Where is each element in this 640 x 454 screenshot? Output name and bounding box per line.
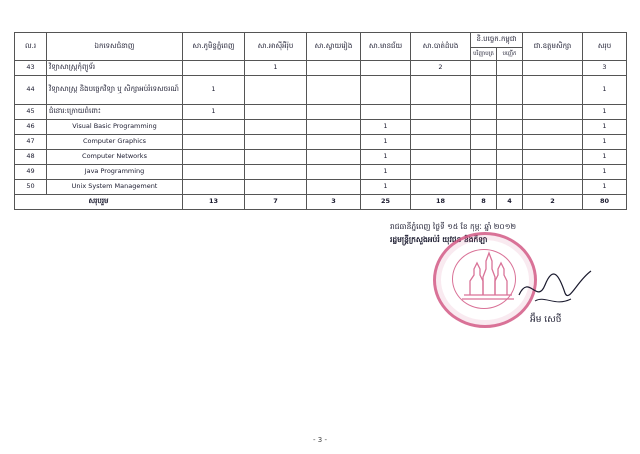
header-row: [15, 33, 627, 48]
row-total: 1: [583, 150, 627, 165]
count-cell: [307, 150, 361, 165]
program-table: [14, 32, 627, 210]
program-name: វិទ្យាសាស្ត្រកុំព្យូទ័រ: [47, 61, 183, 76]
count-cell: [361, 61, 411, 76]
row-total: 1: [583, 120, 627, 135]
row-number: 46: [15, 120, 47, 135]
count-cell: [523, 150, 583, 165]
count-cell: [307, 165, 361, 180]
row-number: 45: [15, 105, 47, 120]
count-cell: [497, 105, 523, 120]
row-number: 50: [15, 180, 47, 195]
count-cell: [523, 76, 583, 105]
count-cell: 1: [183, 76, 245, 105]
page-number: - 3 -: [313, 436, 327, 444]
signature-mark: [515, 265, 595, 315]
count-cell: 1: [245, 61, 307, 76]
count-cell: [245, 76, 307, 105]
row-number: 47: [15, 135, 47, 150]
row-number: 48: [15, 150, 47, 165]
count-cell: [411, 76, 471, 105]
totals-label: សរុបរួម: [15, 195, 183, 210]
count-cell: [411, 150, 471, 165]
table-row: [15, 165, 627, 180]
row-total: 1: [583, 76, 627, 105]
count-cell: [471, 165, 497, 180]
count-cell: 1: [361, 180, 411, 195]
count-cell: [245, 180, 307, 195]
count-cell: [497, 165, 523, 180]
table-row: [15, 105, 627, 120]
count-cell: [497, 76, 523, 105]
header-mean-chey: សា.មានជ័យ: [361, 33, 411, 61]
subheader-a: បរិញ្ញាបត្រ: [471, 48, 497, 61]
count-cell: 2: [411, 61, 471, 76]
count-cell: [245, 150, 307, 165]
count-cell: [183, 150, 245, 165]
count-cell: [497, 135, 523, 150]
count-cell: [523, 120, 583, 135]
count-cell: [307, 61, 361, 76]
count-cell: [183, 120, 245, 135]
header-svay-rieng: សា.ស្វាយរៀង: [307, 33, 361, 61]
header-institute: ជា.ឧត្តមសិក្សា: [523, 33, 583, 61]
count-cell: [411, 135, 471, 150]
count-cell: [523, 165, 583, 180]
count-cell: [183, 61, 245, 76]
count-cell: [183, 165, 245, 180]
count-cell: [411, 180, 471, 195]
row-number: 44: [15, 76, 47, 105]
table-row: [15, 76, 627, 105]
count-cell: [361, 105, 411, 120]
count-cell: [245, 135, 307, 150]
program-name: Java Programming: [47, 165, 183, 180]
minister-title: រដ្ឋមន្ត្រីក្រសួងអប់រំ យុវជន និងកីឡា: [390, 235, 488, 244]
count-cell: 1: [183, 105, 245, 120]
count-cell: [497, 180, 523, 195]
count-cell: [183, 180, 245, 195]
table-row: [15, 150, 627, 165]
count-cell: [523, 105, 583, 120]
header-asia-europe: សា.អាស៊ីអឺរ៉ុប: [245, 33, 307, 61]
table-row: [15, 120, 627, 135]
count-cell: 1: [361, 165, 411, 180]
count-cell: [307, 180, 361, 195]
row-total: 3: [583, 61, 627, 76]
count-cell: [245, 120, 307, 135]
count-cell: [523, 180, 583, 195]
count-cell: [471, 105, 497, 120]
program-name: Computer Networks: [47, 150, 183, 165]
total-cell: 18: [411, 195, 471, 210]
program-name: Computer Graphics: [47, 135, 183, 150]
count-cell: [307, 135, 361, 150]
header-battambang: សា.បាត់ដំបង: [411, 33, 471, 61]
program-name: Unix System Management: [47, 180, 183, 195]
program-name: ជំនោរ:ក្រោយពំពោះ: [47, 105, 183, 120]
count-cell: [411, 165, 471, 180]
total-cell: 3: [307, 195, 361, 210]
row-total: 1: [583, 165, 627, 180]
row-number: 49: [15, 165, 47, 180]
row-total: 1: [583, 135, 627, 150]
header-khemarak: ខិ.បច្ចេក.កម្ពុជា: [471, 33, 523, 48]
total-cell: 13: [183, 195, 245, 210]
table-row: [15, 180, 627, 195]
count-cell: [497, 150, 523, 165]
subheader-b: បញ្ញើក: [497, 48, 523, 61]
header-program: ឯកទេសជំនាញ: [47, 33, 183, 61]
count-cell: [471, 61, 497, 76]
total-cell: 7: [245, 195, 307, 210]
totals-row: [15, 195, 627, 210]
row-total: 1: [583, 105, 627, 120]
count-cell: [183, 135, 245, 150]
count-cell: [361, 76, 411, 105]
program-name: វិទ្យាសាស្ត្រ និងបច្ចេកវិទ្យា ឬ សិក្សាអប់រំទេសចរណ៍: [47, 76, 183, 105]
program-name: Visual Basic Programming: [47, 120, 183, 135]
date-line: រាជធានីភ្នំពេញ ថ្ងៃទី ១៥ ខែ កុម្ភៈ ឆ្នាំ ២០១២: [390, 222, 517, 231]
count-cell: [307, 120, 361, 135]
count-cell: [411, 105, 471, 120]
count-cell: [471, 150, 497, 165]
header-phnom-penh: សា.ភូមិន្ទភ្នំពេញ: [183, 33, 245, 61]
signer-name: អ៊ឹម សេថី: [530, 315, 562, 325]
row-total: 1: [583, 180, 627, 195]
count-cell: [523, 135, 583, 150]
count-cell: [471, 120, 497, 135]
count-cell: 1: [361, 150, 411, 165]
count-cell: [523, 61, 583, 76]
table-row: [15, 135, 627, 150]
count-cell: 1: [361, 135, 411, 150]
count-cell: [245, 165, 307, 180]
total-cell: 2: [523, 195, 583, 210]
count-cell: [245, 105, 307, 120]
count-cell: [411, 120, 471, 135]
count-cell: [471, 180, 497, 195]
table-row: [15, 61, 627, 76]
total-cell: 8: [471, 195, 497, 210]
count-cell: [497, 61, 523, 76]
count-cell: [471, 135, 497, 150]
count-cell: [307, 105, 361, 120]
header-no: ល.រ: [15, 33, 47, 61]
count-cell: [471, 76, 497, 105]
count-cell: [497, 120, 523, 135]
count-cell: [307, 76, 361, 105]
total-cell: 25: [361, 195, 411, 210]
temple-icon: [450, 249, 520, 311]
grand-total: 80: [583, 195, 627, 210]
row-number: 43: [15, 61, 47, 76]
count-cell: 1: [361, 120, 411, 135]
header-total: សរុប: [583, 33, 627, 61]
total-cell: 4: [497, 195, 523, 210]
